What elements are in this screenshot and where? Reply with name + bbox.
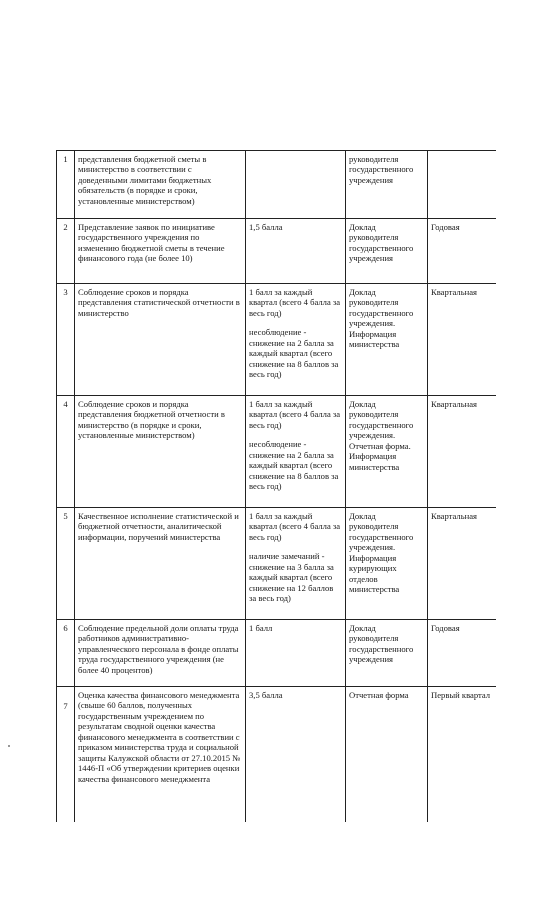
score-penalty-text: наличие замечаний - снижение на 3 балла за каждый квартал (всего снижение на 12 баллов за весь год) xyxy=(249,551,334,604)
score-cell xyxy=(246,687,346,823)
score-text: 1 балл за каждый квартал (всего 4 балла за весь год) xyxy=(249,287,341,318)
document-cell: Доклад руководителя государственного учреждения xyxy=(346,219,428,284)
document-cell: Доклад руководителя государственного учреждения. Информация министерства xyxy=(346,284,428,396)
document-cell: Отчетная форма xyxy=(346,687,428,823)
table-row xyxy=(57,151,497,219)
table-row xyxy=(57,284,497,396)
score-text: 1 балл за каждый квартал (всего 4 балла за весь год) xyxy=(249,399,341,430)
score-text: 1 балл xyxy=(249,623,273,633)
row-number: 6 xyxy=(57,620,75,687)
scan-speck xyxy=(8,745,10,747)
criterion-cell: Представление заявок по инициативе государственного учреждения по изменению бюджетной сметы в течение финансового года (не более 10) xyxy=(75,219,246,284)
table-row xyxy=(57,219,497,284)
period-cell: Первый квартал xyxy=(428,687,497,823)
criteria-table xyxy=(56,150,496,822)
score-penalty-text: несоблюдение - снижение на 2 балла за каждый квартал (всего снижение на 8 баллов за весь год) xyxy=(249,327,339,380)
score-cell xyxy=(246,284,346,396)
table-row xyxy=(57,396,497,508)
document-cell: Доклад руководителя государственного учреждения. Отчетная форма. Информация министерства xyxy=(346,396,428,508)
score-text: 3,5 балла xyxy=(249,690,283,700)
criterion-cell: Качественное исполнение статистической и бюджетной отчетности, аналитической информации, поручений министерства xyxy=(75,508,246,620)
score-cell xyxy=(246,508,346,620)
score-cell xyxy=(246,396,346,508)
document-cell: руководителя государственного учреждения xyxy=(346,151,428,219)
period-cell: Квартальная xyxy=(428,508,497,620)
criteria-table-body xyxy=(57,151,497,823)
score-text: 1,5 балла xyxy=(249,222,283,232)
criterion-cell: представления бюджетной сметы в министерство в соответствии с доведенными лимитами бюджетных обязательств (в порядке и сроки, установленные министерством) xyxy=(75,151,246,219)
table-row xyxy=(57,620,497,687)
table-row xyxy=(57,687,497,823)
score-cell xyxy=(246,620,346,687)
period-cell: Годовая xyxy=(428,620,497,687)
row-number: 5 xyxy=(57,508,75,620)
document-page xyxy=(56,150,496,822)
period-cell xyxy=(428,151,497,219)
score-text: 1 балл за каждый квартал (всего 4 балла за весь год) xyxy=(249,511,341,542)
score-cell xyxy=(246,219,346,284)
period-cell: Квартальная xyxy=(428,284,497,396)
table-row xyxy=(57,508,497,620)
period-cell: Годовая xyxy=(428,219,497,284)
document-cell: Доклад руководителя государственного учреждения. Информация курирующих отделов министерства xyxy=(346,508,428,620)
row-number: 7 xyxy=(57,687,75,823)
criterion-cell: Оценка качества финансового менеджмента (свыше 60 баллов, полученных государственным учреждением по результатам сводной оценки качества финансового менеджмента в соответствии с приказом министерства труда и социальной защиты Калужской области от 27.10.2015 № 1446-П «Об утверждении критериев оценки качества финансового менеджмента xyxy=(75,687,246,823)
row-number: 2 xyxy=(57,219,75,284)
period-cell: Квартальная xyxy=(428,396,497,508)
criterion-cell: Соблюдение предельной доли оплаты труда работников административно-управленческого персонала в фонде оплаты труда государственного учреждения (не более 40 процентов) xyxy=(75,620,246,687)
row-number: 1 xyxy=(57,151,75,219)
criterion-cell: Соблюдение сроков и порядка представления статистической отчетности в министерство xyxy=(75,284,246,396)
score-penalty-text: несоблюдение - снижение на 2 балла за каждый квартал (всего снижение на 8 баллов за весь год) xyxy=(249,439,339,492)
row-number: 3 xyxy=(57,284,75,396)
row-number: 4 xyxy=(57,396,75,508)
document-cell: Доклад руководителя государственного учреждения xyxy=(346,620,428,687)
criterion-cell: Соблюдение сроков и порядка представления бюджетной отчетности в министерство (в порядке и сроки, установленные министерством) xyxy=(75,396,246,508)
score-cell xyxy=(246,151,346,219)
